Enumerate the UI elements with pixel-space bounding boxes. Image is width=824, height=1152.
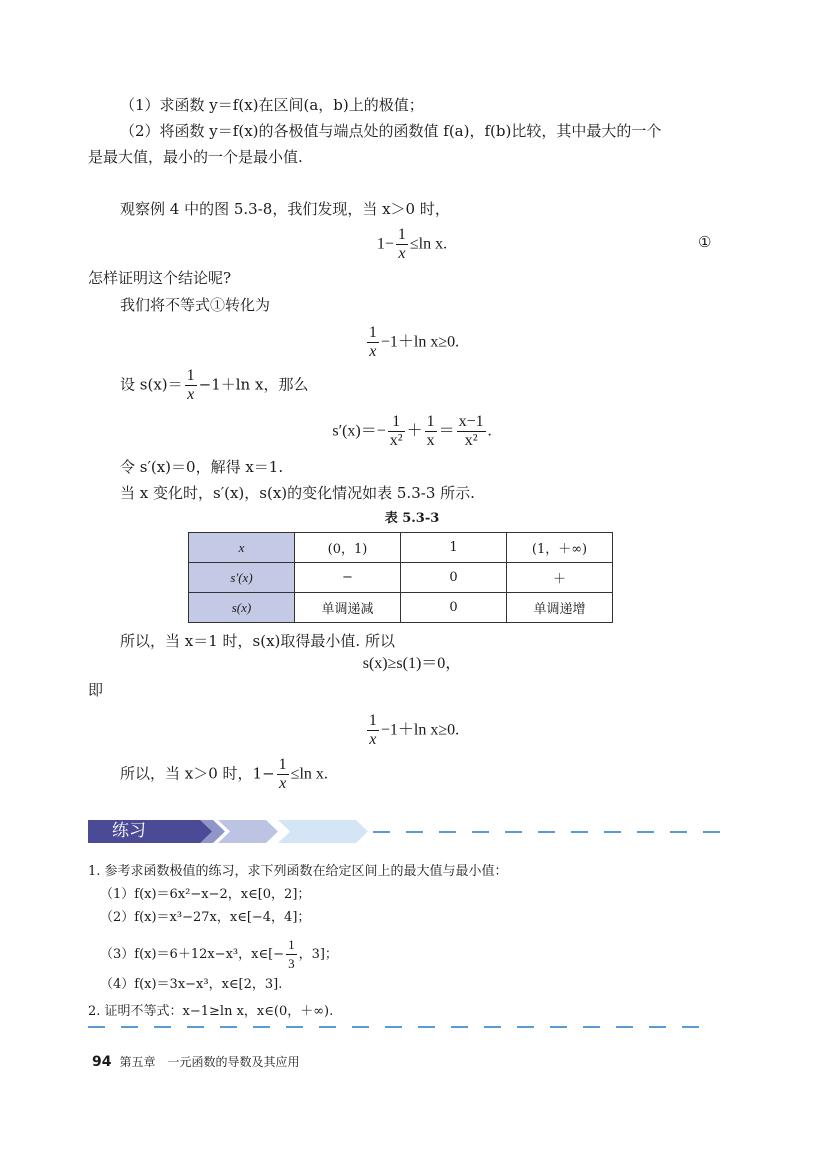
dash-segment <box>418 1026 435 1028</box>
exercise-2: 2. 证明不等式：x−1≥ln x，x∈(0，＋∞). <box>88 1004 334 1019</box>
observe-text: 观察例 4 中的图 5.3-8，我们发现，当 x＞0 时， <box>120 200 450 218</box>
fraction <box>425 413 437 450</box>
fraction <box>367 324 379 361</box>
step-2-cont: 是最大值，最小的一个是最小值. <box>88 148 303 166</box>
dash-segment <box>286 1026 303 1028</box>
numerator: x−1 <box>458 413 484 430</box>
derivative-formula <box>0 413 824 450</box>
define-s <box>120 367 308 404</box>
variation-table <box>188 532 613 623</box>
dash-segment <box>703 831 720 833</box>
table-cell: (1，＋∞) <box>507 533 613 563</box>
numerator: 1 <box>186 367 195 384</box>
numerator: 1 <box>397 226 406 243</box>
let-pre: 设 s(x)＝ <box>120 375 183 394</box>
dash-segment <box>583 1026 600 1028</box>
dash-segment <box>451 1026 468 1028</box>
exercise-title: 练习 <box>112 821 146 841</box>
dash-segment <box>406 831 423 833</box>
table-row <box>189 593 613 623</box>
denominator: x <box>279 775 287 792</box>
step-2: （2）将函数 y＝f(x)的各极值与端点处的函数值 f(a)，f(b)比较，其中最大的一个 <box>120 122 662 140</box>
dash-segment <box>472 831 489 833</box>
deriv-pre: s′(x)＝− <box>332 422 386 440</box>
solve-text: 令 s′(x)＝0，解得 x＝1. <box>120 458 284 476</box>
ineq2-post: −1＋ln x≥0. <box>380 333 460 351</box>
dash-segment <box>121 1026 138 1028</box>
dash-segment <box>538 831 555 833</box>
step-1: （1）求函数 y＝f(x)在区间(a，b)上的极值； <box>120 96 424 114</box>
dash-segment <box>604 831 621 833</box>
dash-segment <box>682 1026 699 1028</box>
dash-segment <box>484 1026 501 1028</box>
table-row <box>189 533 613 563</box>
row-header: s′(x) <box>189 563 295 593</box>
denominator: 3 <box>288 956 295 971</box>
dash-segment <box>505 831 522 833</box>
denominator: x <box>369 343 377 360</box>
dash-segment <box>571 831 588 833</box>
numerator: 1 <box>368 324 377 341</box>
dash-segment <box>385 1026 402 1028</box>
page-number: 94 <box>92 1054 112 1070</box>
dash-segment <box>253 1026 270 1028</box>
table-cell: − <box>295 563 401 593</box>
table-cell: (0，1) <box>295 533 401 563</box>
chapter-title: 第五章 一元函数的导数及其应用 <box>119 1055 300 1069</box>
row-header: s(x) <box>189 593 295 623</box>
equation-marker: ① <box>698 233 712 251</box>
equals: ＝ <box>438 422 455 440</box>
ineq3-post: −1＋ln x≥0. <box>380 721 460 739</box>
final-post: ≤ln x. <box>290 765 328 783</box>
fraction <box>457 413 486 450</box>
dash-segment <box>319 1026 336 1028</box>
period: . <box>487 422 492 440</box>
table-cell: 1 <box>401 533 507 563</box>
fraction <box>277 756 289 793</box>
fraction <box>185 367 197 404</box>
numerator: 1 <box>426 413 435 430</box>
denominator: x <box>426 432 435 449</box>
banner-chevron <box>218 820 278 843</box>
table-caption: 表 5.3-3 <box>384 511 440 526</box>
table-cell: 单调递增 <box>507 593 613 623</box>
denominator: x² <box>464 432 478 449</box>
exercise-1: 1. 参考求函数极值的练习，求下列函数在给定区间上的最大值与最小值： <box>88 864 508 879</box>
table-cell: 0 <box>401 593 507 623</box>
dash-segment <box>649 1026 666 1028</box>
denominator: x <box>369 731 377 748</box>
ineq1-post: ≤ln x. <box>409 235 448 253</box>
banner-main <box>88 820 212 843</box>
dash-segment <box>670 831 687 833</box>
fraction <box>367 712 379 749</box>
dash-segment <box>187 1026 204 1028</box>
final-pre: 所以，当 x＞0 时，1− <box>120 764 275 783</box>
dash-segment <box>550 1026 567 1028</box>
plus: ＋ <box>406 422 423 440</box>
q13-post: ，3]； <box>298 947 338 962</box>
denominator: x <box>398 245 406 262</box>
dash-segment <box>616 1026 633 1028</box>
page-footer <box>92 1053 300 1070</box>
dash-segment <box>220 1026 237 1028</box>
ineq1-pre: 1− <box>376 235 394 253</box>
dash-segment <box>517 1026 534 1028</box>
table-cell: 0 <box>401 563 507 593</box>
dash-segment <box>637 831 654 833</box>
transform-text: 我们将不等式①转化为 <box>120 296 271 314</box>
dash-segment <box>439 831 456 833</box>
ji-text: 即 <box>88 681 104 699</box>
exercise-1-3 <box>100 936 338 973</box>
row-header: x <box>189 533 295 563</box>
dash-segment <box>373 831 390 833</box>
numerator: 1 <box>388 413 405 432</box>
table-cell: 单调递减 <box>295 593 401 623</box>
final-conclusion <box>120 756 328 793</box>
fraction <box>388 413 405 450</box>
banner-chevron <box>278 820 368 843</box>
inequality-3 <box>0 712 824 749</box>
exercise-1-1: （1）f(x)＝6x²−x−2，x∈[0，2]； <box>100 887 311 902</box>
numerator: 1 <box>278 756 287 773</box>
dash-segment <box>154 1026 171 1028</box>
fraction <box>396 226 408 263</box>
exercise-1-2: （2）f(x)＝x³−27x，x∈[−4，4]； <box>100 910 311 925</box>
table-intro: 当 x 变化时，s′(x)，s(x)的变化情况如表 5.3-3 所示. <box>120 484 475 502</box>
exercise-1-4: （4）f(x)＝3x−x³，x∈[2，3]. <box>100 977 283 992</box>
let-post: −1＋ln x，那么 <box>198 375 309 394</box>
conclusion-text: 所以，当 x＝1 时，s(x)取得最小值. 所以 <box>120 632 395 650</box>
denominator: x <box>187 386 195 403</box>
numerator: 1 <box>286 936 297 955</box>
numerator: 1 <box>368 712 377 729</box>
table-row <box>189 563 613 593</box>
denominator: x² <box>389 432 403 449</box>
dash-segment <box>352 1026 369 1028</box>
inequality-2 <box>0 324 824 361</box>
fraction <box>286 936 297 973</box>
dash-segment <box>88 1026 105 1028</box>
table-cell: ＋ <box>507 563 613 593</box>
q13-pre: （3）f(x)＝6＋12x−x³，x∈[− <box>100 947 285 962</box>
question-text: 怎样证明这个结论呢? <box>88 269 232 287</box>
min-value-eq: s(x)≥s(1)＝0， <box>362 655 462 672</box>
